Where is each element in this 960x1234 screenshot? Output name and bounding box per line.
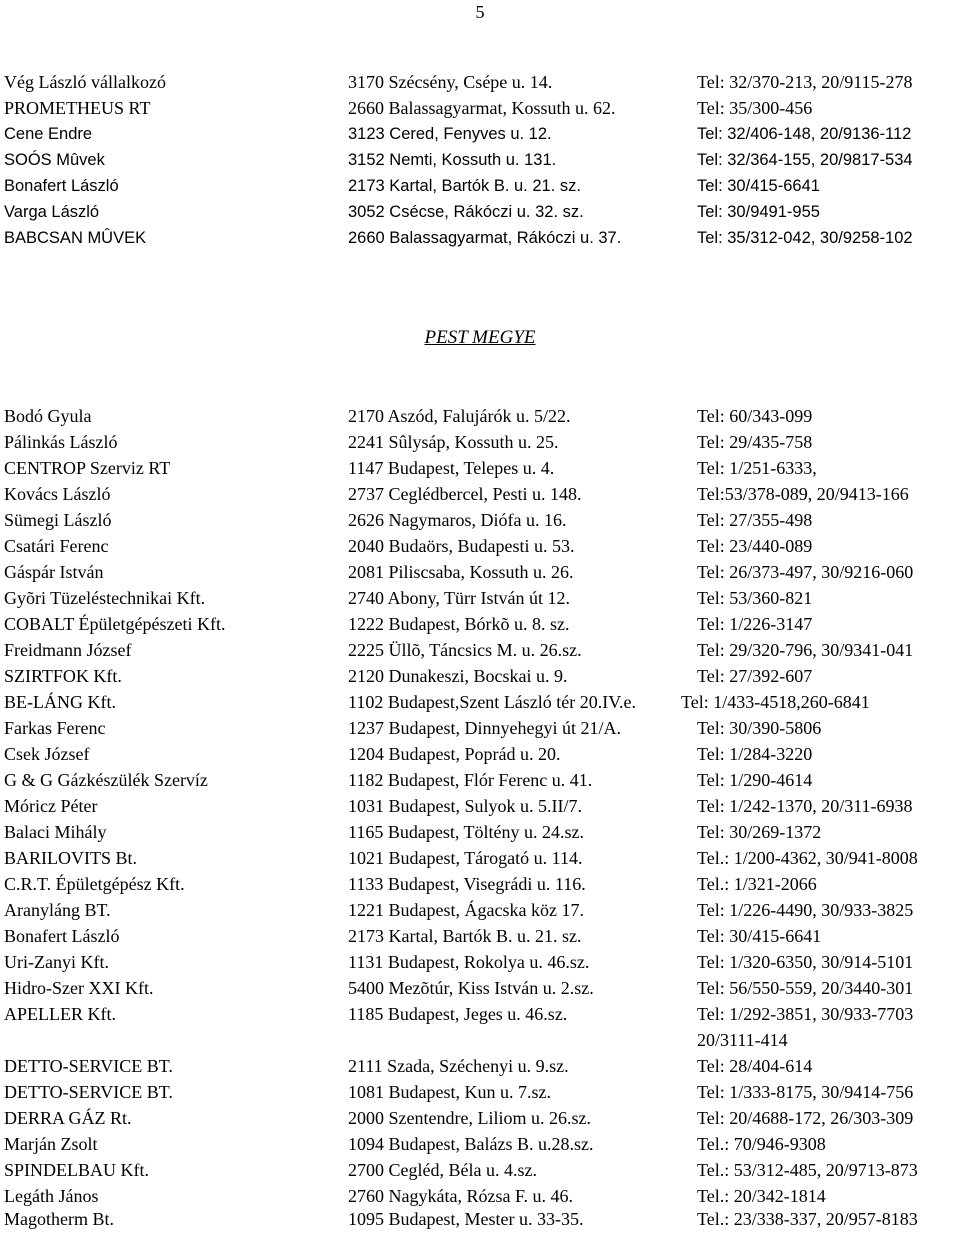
company-name: Csek József xyxy=(4,744,90,764)
list-item xyxy=(4,457,960,483)
company-address: 3152 Nemti, Kossuth u. 131. xyxy=(348,151,557,169)
company-address: 1102 Budapest,Szent László tér 20.IV.e. xyxy=(348,692,636,712)
company-address: 1131 Budapest, Rokolya u. 46.sz. xyxy=(348,952,590,972)
company-phone: Tel.: 53/312-485, 20/9713-873 xyxy=(697,1160,918,1180)
company-phone: Tel: 20/4688-172, 26/303-309 xyxy=(697,1108,914,1128)
company-phone: Tel: 29/320-796, 30/9341-041 xyxy=(697,640,914,660)
company-phone: Tel.: 23/338-337, 20/957-8183 xyxy=(697,1209,918,1229)
list-item xyxy=(4,483,960,509)
company-phone: Tel.: 70/946-9308 xyxy=(697,1134,826,1154)
company-name: Varga László xyxy=(4,203,100,221)
list-item xyxy=(4,1055,960,1081)
company-name: Pálinkás László xyxy=(4,432,118,452)
company-phone: Tel: 30/415-6641 xyxy=(697,177,820,195)
company-phone: Tel.: 20/342-1814 xyxy=(697,1186,826,1206)
company-address: 2241 Sûlysáp, Kossuth u. 25. xyxy=(348,432,559,452)
company-address: 3123 Cered, Fenyves u. 12. xyxy=(348,125,552,143)
company-address: 1081 Budapest, Kun u. 7.sz. xyxy=(348,1082,551,1102)
company-phone-continuation: 20/3111-414 xyxy=(697,1030,788,1050)
company-phone: Tel: 56/550-559, 20/3440-301 xyxy=(697,978,914,998)
company-address: 1095 Budapest, Mester u. 33-35. xyxy=(348,1209,584,1229)
company-name: Uri-Zanyi Kft. xyxy=(4,952,109,972)
company-address: 2740 Abony, Türr István út 12. xyxy=(348,588,570,608)
list-item xyxy=(4,201,960,227)
company-phone: Tel: 30/9491-955 xyxy=(697,203,820,221)
company-address: 1182 Budapest, Flór Ferenc u. 41. xyxy=(348,770,593,790)
list-item xyxy=(4,405,960,431)
company-name: BARILOVITS Bt. xyxy=(4,848,138,868)
company-phone: Tel: 1/320-6350, 30/914-5101 xyxy=(697,952,914,972)
company-address: 1165 Budapest, Töltény u. 24.sz. xyxy=(348,822,584,842)
company-address: 2760 Nagykáta, Rózsa F. u. 46. xyxy=(348,1186,574,1206)
company-phone: Tel: 1/333-8175, 30/9414-756 xyxy=(697,1082,914,1102)
company-phone: Tel: 35/300-456 xyxy=(697,98,813,118)
company-address: 2111 Szada, Széchenyi u. 9.sz. xyxy=(348,1056,569,1076)
list-item xyxy=(4,977,960,1003)
company-address: 2700 Cegléd, Béla u. 4.sz. xyxy=(348,1160,537,1180)
company-name: Magotherm Bt. xyxy=(4,1209,114,1229)
company-name: BABCSAN MÛVEK xyxy=(4,229,147,247)
company-name: C.R.T. Épületgépész Kft. xyxy=(4,874,185,894)
company-address: 2660 Balassagyarmat, Kossuth u. 62. xyxy=(348,98,616,118)
company-phone: Tel: 1/292-3851, 30/933-7703 xyxy=(697,1004,914,1024)
company-address: 2225 Üllõ, Táncsics M. u. 26.sz. xyxy=(348,640,582,660)
list-item xyxy=(4,639,960,665)
list-item xyxy=(4,1208,960,1234)
company-phone: Tel: 23/440-089 xyxy=(697,536,813,556)
company-name: Móricz Péter xyxy=(4,796,98,816)
company-address: 1237 Budapest, Dinnyehegyi út 21/A. xyxy=(348,718,621,738)
company-address: 1133 Budapest, Visegrádi u. 116. xyxy=(348,874,586,894)
company-phone: Tel: 30/390-5806 xyxy=(697,718,822,738)
company-name: Bonafert László xyxy=(4,177,119,195)
page-number: 5 xyxy=(475,2,485,22)
company-name: Hidro-Szer XXI Kft. xyxy=(4,978,154,998)
list-item xyxy=(4,769,960,795)
company-phone: Tel: 26/373-497, 30/9216-060 xyxy=(697,562,914,582)
list-item xyxy=(4,821,960,847)
list-item xyxy=(4,149,960,175)
company-address: 2081 Piliscsaba, Kossuth u. 26. xyxy=(348,562,574,582)
list-item xyxy=(4,613,960,639)
company-name: Aranyláng BT. xyxy=(4,900,111,920)
company-name: Vég László vállalkozó xyxy=(4,72,166,92)
list-item xyxy=(4,665,960,691)
list-item xyxy=(4,227,960,253)
list-item xyxy=(4,951,960,977)
list-item xyxy=(4,795,960,821)
company-address: 3170 Szécsény, Csépe u. 14. xyxy=(348,72,553,92)
company-phone: Tel.: 1/200-4362, 30/941-8008 xyxy=(697,848,918,868)
company-phone: Tel.: 1/321-2066 xyxy=(697,874,817,894)
list-item xyxy=(4,535,960,561)
company-phone: Tel: 28/404-614 xyxy=(697,1056,813,1076)
list-item xyxy=(4,847,960,873)
company-address: 2626 Nagymaros, Diófa u. 16. xyxy=(348,510,567,530)
list-item xyxy=(4,123,960,149)
company-name: Farkas Ferenc xyxy=(4,718,106,738)
company-phone: Tel: 1/226-3147 xyxy=(697,614,813,634)
company-name: DETTO-SERVICE BT. xyxy=(4,1056,173,1076)
list-item xyxy=(4,561,960,587)
company-name: G & G Gázkészülék Szervíz xyxy=(4,770,208,790)
company-phone: Tel: 27/355-498 xyxy=(697,510,813,530)
company-name: Bonafert László xyxy=(4,926,120,946)
company-address: 1031 Budapest, Sulyok u. 5.II/7. xyxy=(348,796,582,816)
company-phone: Tel: 1/226-4490, 30/933-3825 xyxy=(697,900,914,920)
company-name: APELLER Kft. xyxy=(4,1004,116,1024)
company-name: Legáth János xyxy=(4,1186,99,1206)
company-address: 2120 Dunakeszi, Bocskai u. 9. xyxy=(348,666,568,686)
company-address: 1204 Budapest, Poprád u. 20. xyxy=(348,744,561,764)
list-item xyxy=(4,743,960,769)
list-item xyxy=(4,509,960,535)
company-address: 3052 Csécse, Rákóczi u. 32. sz. xyxy=(348,203,584,221)
list-item xyxy=(4,71,960,97)
company-address: 2173 Kartal, Bartók B. u. 21. sz. xyxy=(348,177,581,195)
list-item xyxy=(4,1107,960,1133)
company-name: SOÓS Mûvek xyxy=(4,151,105,169)
company-name: SZIRTFOK Kft. xyxy=(4,666,122,686)
company-name: Gáspár István xyxy=(4,562,104,582)
company-name: COBALT Épületgépészeti Kft. xyxy=(4,614,226,634)
company-phone: Tel:53/378-089, 20/9413-166 xyxy=(697,484,909,504)
company-address: 2173 Kartal, Bartók B. u. 21. sz. xyxy=(348,926,582,946)
company-address: 2000 Szentendre, Liliom u. 26.sz. xyxy=(348,1108,591,1128)
company-address: 1221 Budapest, Ágacska köz 17. xyxy=(348,900,584,920)
company-address: 2737 Ceglédbercel, Pesti u. 148. xyxy=(348,484,582,504)
company-phone: Tel: 32/370-213, 20/9115-278 xyxy=(697,72,913,92)
company-phone: Tel: 27/392-607 xyxy=(697,666,813,686)
company-name: Freidmann József xyxy=(4,640,132,660)
list-item xyxy=(4,899,960,925)
company-name: Bodó Gyula xyxy=(4,406,92,426)
company-address: 2660 Balassagyarmat, Rákóczi u. 37. xyxy=(348,229,622,247)
company-phone: Tel: 53/360-821 xyxy=(697,588,813,608)
company-address: 1222 Budapest, Bórkõ u. 8. sz. xyxy=(348,614,570,634)
company-address: 2170 Aszód, Falujárók u. 5/22. xyxy=(348,406,571,426)
company-phone: Tel: 1/251-6333, xyxy=(697,458,817,478)
company-phone: Tel: 1/284-3220 xyxy=(697,744,813,764)
company-address: 1185 Budapest, Jeges u. 46.sz. xyxy=(348,1004,568,1024)
company-address: 1147 Budapest, Telepes u. 4. xyxy=(348,458,555,478)
company-name: Sümegi László xyxy=(4,510,112,530)
company-address: 1021 Budapest, Tárogató u. 114. xyxy=(348,848,583,868)
list-item xyxy=(4,431,960,457)
company-name: Balaci Mihály xyxy=(4,822,107,842)
list-item xyxy=(4,175,960,201)
company-name: Kovács László xyxy=(4,484,111,504)
list-item xyxy=(4,691,960,717)
company-name: DERRA GÁZ Rt. xyxy=(4,1108,132,1128)
company-name: Gyõri Tüzeléstechnikai Kft. xyxy=(4,588,206,608)
company-phone: Tel: 60/343-099 xyxy=(697,406,813,426)
company-name: DETTO-SERVICE BT. xyxy=(4,1082,173,1102)
company-phone: Tel: 1/242-1370, 20/311-6938 xyxy=(697,796,913,816)
company-name: Csatári Ferenc xyxy=(4,536,109,556)
company-phone: Tel: 32/364-155, 20/9817-534 xyxy=(697,151,913,169)
list-item xyxy=(4,1159,960,1185)
list-item xyxy=(4,717,960,743)
company-address: 2040 Budaörs, Budapesti u. 53. xyxy=(348,536,575,556)
list-item xyxy=(4,925,960,951)
section-title: PEST MEGYE xyxy=(424,327,536,348)
company-name: CENTROP Szerviz RT xyxy=(4,458,171,478)
company-name: PROMETHEUS RT xyxy=(4,98,151,118)
list-item xyxy=(4,587,960,613)
company-phone: Tel: 35/312-042, 30/9258-102 xyxy=(697,229,913,247)
company-name: Marján Zsolt xyxy=(4,1134,98,1154)
list-item xyxy=(4,97,960,123)
list-item xyxy=(4,1003,960,1029)
company-phone: Tel: 29/435-758 xyxy=(697,432,813,452)
company-address: 5400 Mezõtúr, Kiss István u. 2.sz. xyxy=(348,978,594,998)
company-name: BE-LÁNG Kft. xyxy=(4,692,116,712)
company-name: SPINDELBAU Kft. xyxy=(4,1160,150,1180)
company-phone: Tel: 32/406-148, 20/9136-112 xyxy=(697,125,912,143)
list-item xyxy=(4,873,960,899)
company-phone: Tel: 30/415-6641 xyxy=(697,926,822,946)
list-item xyxy=(4,1133,960,1159)
list-item xyxy=(4,1081,960,1107)
company-phone: Tel: 1/433-4518,260-6841 xyxy=(681,692,870,712)
company-address: 1094 Budapest, Balázs B. u.28.sz. xyxy=(348,1134,594,1154)
company-phone: Tel: 1/290-4614 xyxy=(697,770,813,790)
company-phone: Tel: 30/269-1372 xyxy=(697,822,822,842)
company-name: Cene Endre xyxy=(4,125,93,143)
